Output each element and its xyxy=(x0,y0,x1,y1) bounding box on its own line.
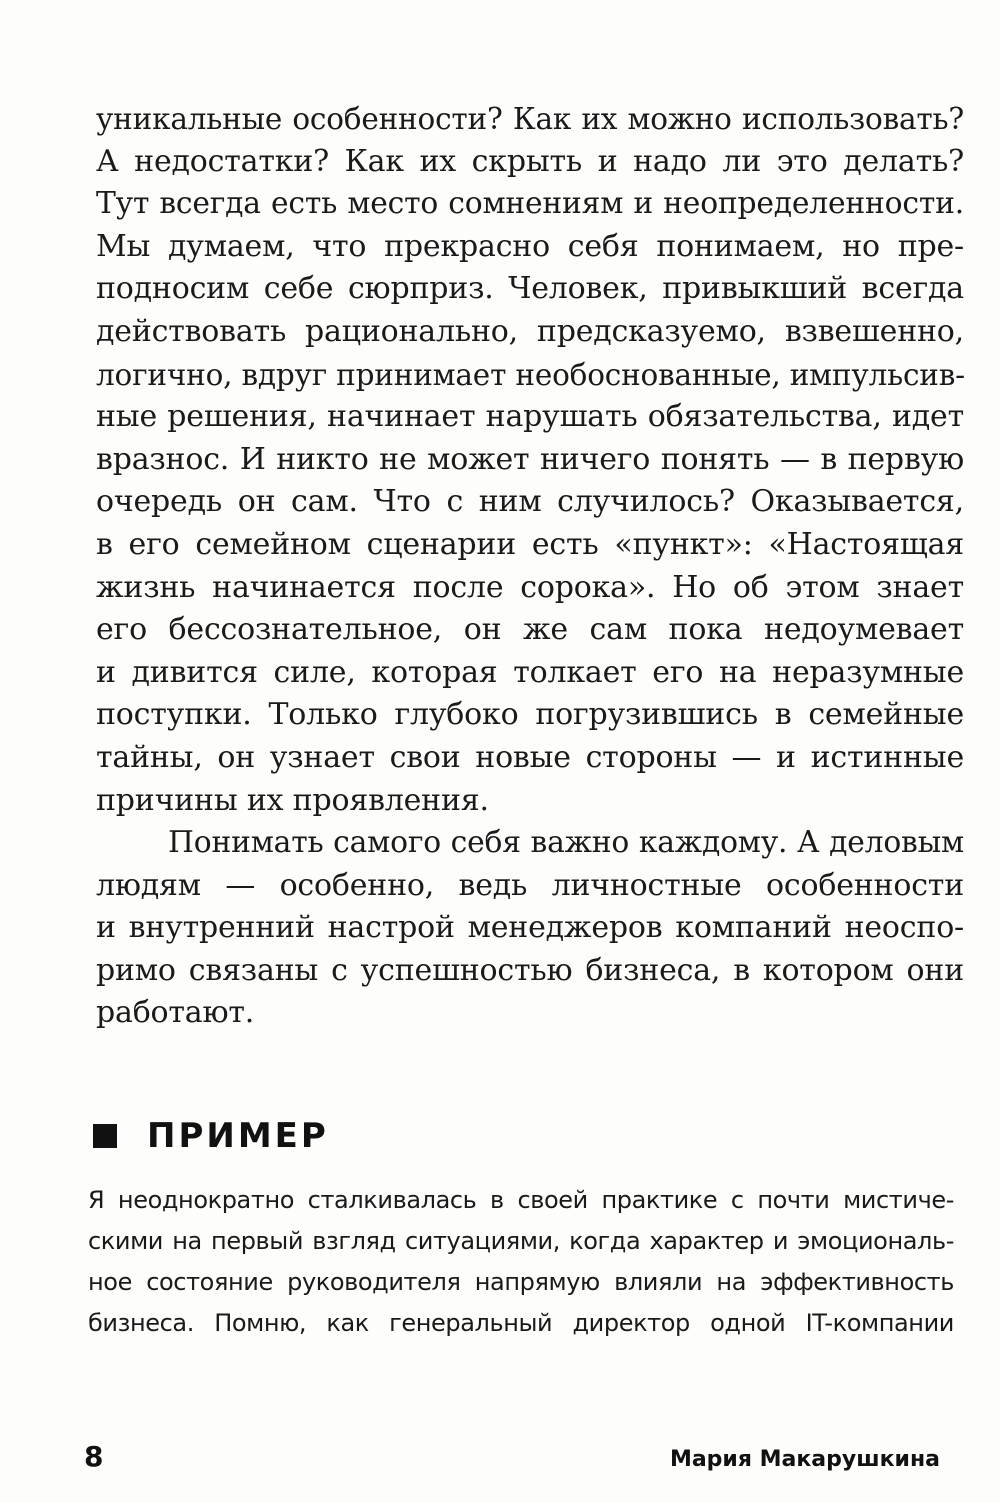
text-line: Я неоднократно сталкивалась в своей практике с почти мистиче- xyxy=(88,1186,954,1214)
example-text xyxy=(88,1180,954,1344)
text-line: жизнь начинается после сорока». Но об этом знает xyxy=(96,569,964,605)
text-line: его бессознательное, он же сам пока недоумевает xyxy=(96,612,964,648)
text-line: и внутренний настрой менеджеров компаний неоспо- xyxy=(96,910,964,946)
example-heading-label: ПРИМЕР xyxy=(147,1116,329,1156)
text-line: А недостатки? Как их скрыть и надо ли это делать? xyxy=(96,143,964,179)
text-line: действовать рационально, предсказуемо, взвешенно, xyxy=(96,313,964,349)
text-line: тайны, он узнает свои новые стороны — и истинные xyxy=(96,739,964,775)
text-line: вразнос. И никто не может ничего понять — в первую xyxy=(96,441,964,477)
text-line: римо связаны с успешностью бизнеса, в котором они xyxy=(96,952,964,988)
text-line: в его семейном сценарии есть «пункт»: «Настоящая xyxy=(96,526,964,562)
text-line: уникальные особенности? Как их можно использовать? xyxy=(96,102,964,136)
text-line: Мы думаем, что прекрасно себя понимаем, но пре- xyxy=(96,228,964,264)
paragraph-2 xyxy=(96,822,964,1035)
main-text xyxy=(96,98,964,1035)
text-line: и дивится силе, которая толкает его на неразумные xyxy=(96,654,964,690)
text-line: логично, вдруг принимает необоснованные, импульсив- xyxy=(96,357,965,392)
text-line: ное состояние руководителя напрямую влияли на эффективность xyxy=(88,1268,954,1296)
text-line: поступки. Только глубоко погрузившись в семейные xyxy=(96,697,964,733)
text-line: бизнеса. Помню, как генеральный директор одной IT-компании xyxy=(88,1309,954,1337)
text-line: скими на первый взгляд ситуациями, когда характер и эмоциональ- xyxy=(88,1227,954,1255)
text-line: Тут всегда есть место сомнениям и неопределенности. xyxy=(96,186,964,222)
text-line: людям — особенно, ведь личностные особенности xyxy=(96,867,964,903)
text-line: подносим себе сюрприз. Человек, привыкший всегда xyxy=(96,271,964,307)
text-line: Понимать самого себя важно каждому. А деловым xyxy=(168,825,964,861)
paragraph-1 xyxy=(96,98,964,822)
text-line: ные решения, начинает нарушать обязательства, идет xyxy=(96,399,964,435)
text-line: очередь он сам. Что с ним случилось? Оказывается, xyxy=(96,484,964,520)
example-heading xyxy=(93,1116,329,1156)
square-bullet-icon xyxy=(93,1124,117,1148)
page-number: 8 xyxy=(84,1440,104,1473)
text-line: работают. xyxy=(96,995,255,1031)
running-footer-author: Мария Макарушкина xyxy=(669,1447,940,1472)
text-line: причины их проявления. xyxy=(96,782,489,818)
